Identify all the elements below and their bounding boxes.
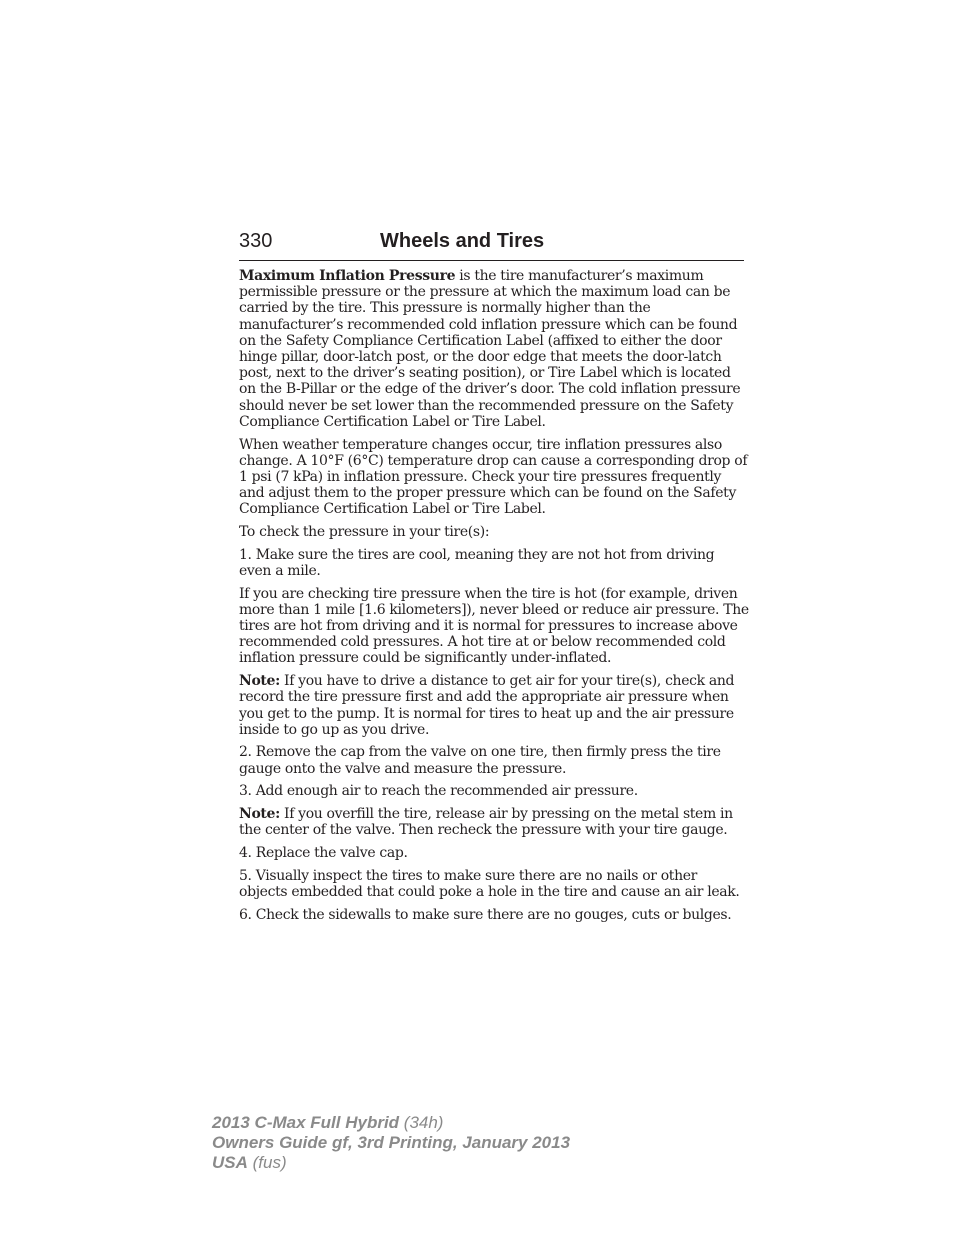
footer-line-1 [212,1113,570,1133]
paragraph-max-inflation [239,268,749,430]
step-5: 5. Visually inspect the tires to make sure there are no nails or other objects embedded that could poke a hole in the tire and cause an air leak. [239,867,740,900]
footer-market-code: (fus) [247,1153,287,1172]
step-6: 6. Check the sidewalls to make sure there are no gouges, cuts or bulges. [239,906,732,923]
page-number: 330 [239,230,273,252]
footer-market: USA [212,1153,248,1172]
step-4: 4. Replace the valve cap. [239,845,408,861]
body-text [239,268,749,929]
note-overfill [239,806,749,838]
footer-model-code: (34h) [399,1113,444,1132]
paragraph-hot-tire: If you are checking tire pressure when the tire is hot (for example, driven more than 1 mile [1.6 kilometers]), never bleed or reduce air pressure. The tires are hot from driving and it is normal for pressures to increase above recommended cold pressures. A hot tire at or below recommended cold inflation pressure could be significantly under-inflated. [239,585,749,667]
paragraph-text: is the tire manufacturer’s maximum permissible pressure or the pressure at which the maximum load can be carried by the tire. This pressure is normally higher than the manufacturer’s recommended cold inflation pressure which can be found on the Safety Compliance Certification Label (affixed to either the door hinge pillar, door-latch post, or the door edge that meets the door-latch post, next to the driver’s seating position), or Tire Label which is located on the B-Pillar or the edge of the driver’s door. The cold inflation pressure should never be set lower than the recommended pressure on the Safety Compliance Certification Label or Tire Label. [239,268,741,430]
note-text: If you overfill the tire, release air by pressing on the metal stem in the center of the valve. Then recheck the pressure with your tire gauge. [239,806,733,839]
note-text: If you have to drive a distance to get air for your tire(s), check and record the tire pressure first and add the appropriate air pressure when you get to the pump. It is normal for tires to heat up and the air pressure inside to go up as you drive. [239,673,735,738]
paragraph-check-intro: To check the pressure in your tire(s): [239,524,490,541]
term-max-inflation: Maximum Inflation Pressure [239,268,456,284]
note-label: Note: [239,806,280,823]
step-1: 1. Make sure the tires are cool, meaning they are not hot from driving even a mile. [239,546,715,579]
note-drive-distance [239,673,749,738]
footer-model: 2013 C-Max Full Hybrid [212,1113,400,1132]
paragraph-weather: When weather temperature changes occur, tire inflation pressures also change. A 10°F (6°C) temperature drop can cause a corresponding drop of 1 psi (7 kPa) in inflation pressure. Check your tire pressures frequently and adjust them to the proper pressure which can be found on the Safety Compliance Certification Label or Tire Label. [239,436,748,518]
page-footer [212,1113,570,1173]
footer-line-2: Owners Guide gf, 3rd Printing, January 2013 [212,1133,571,1152]
step-2: 2. Remove the cap from the valve on one tire, then firmly press the tire gauge onto the valve and measure the pressure. [239,744,721,777]
footer-line-3 [212,1153,570,1173]
note-label: Note: [239,673,280,690]
section-title: Wheels and Tires [380,230,545,252]
step-3: 3. Add enough air to reach the recommended air pressure. [239,783,638,800]
page-header [239,229,744,261]
